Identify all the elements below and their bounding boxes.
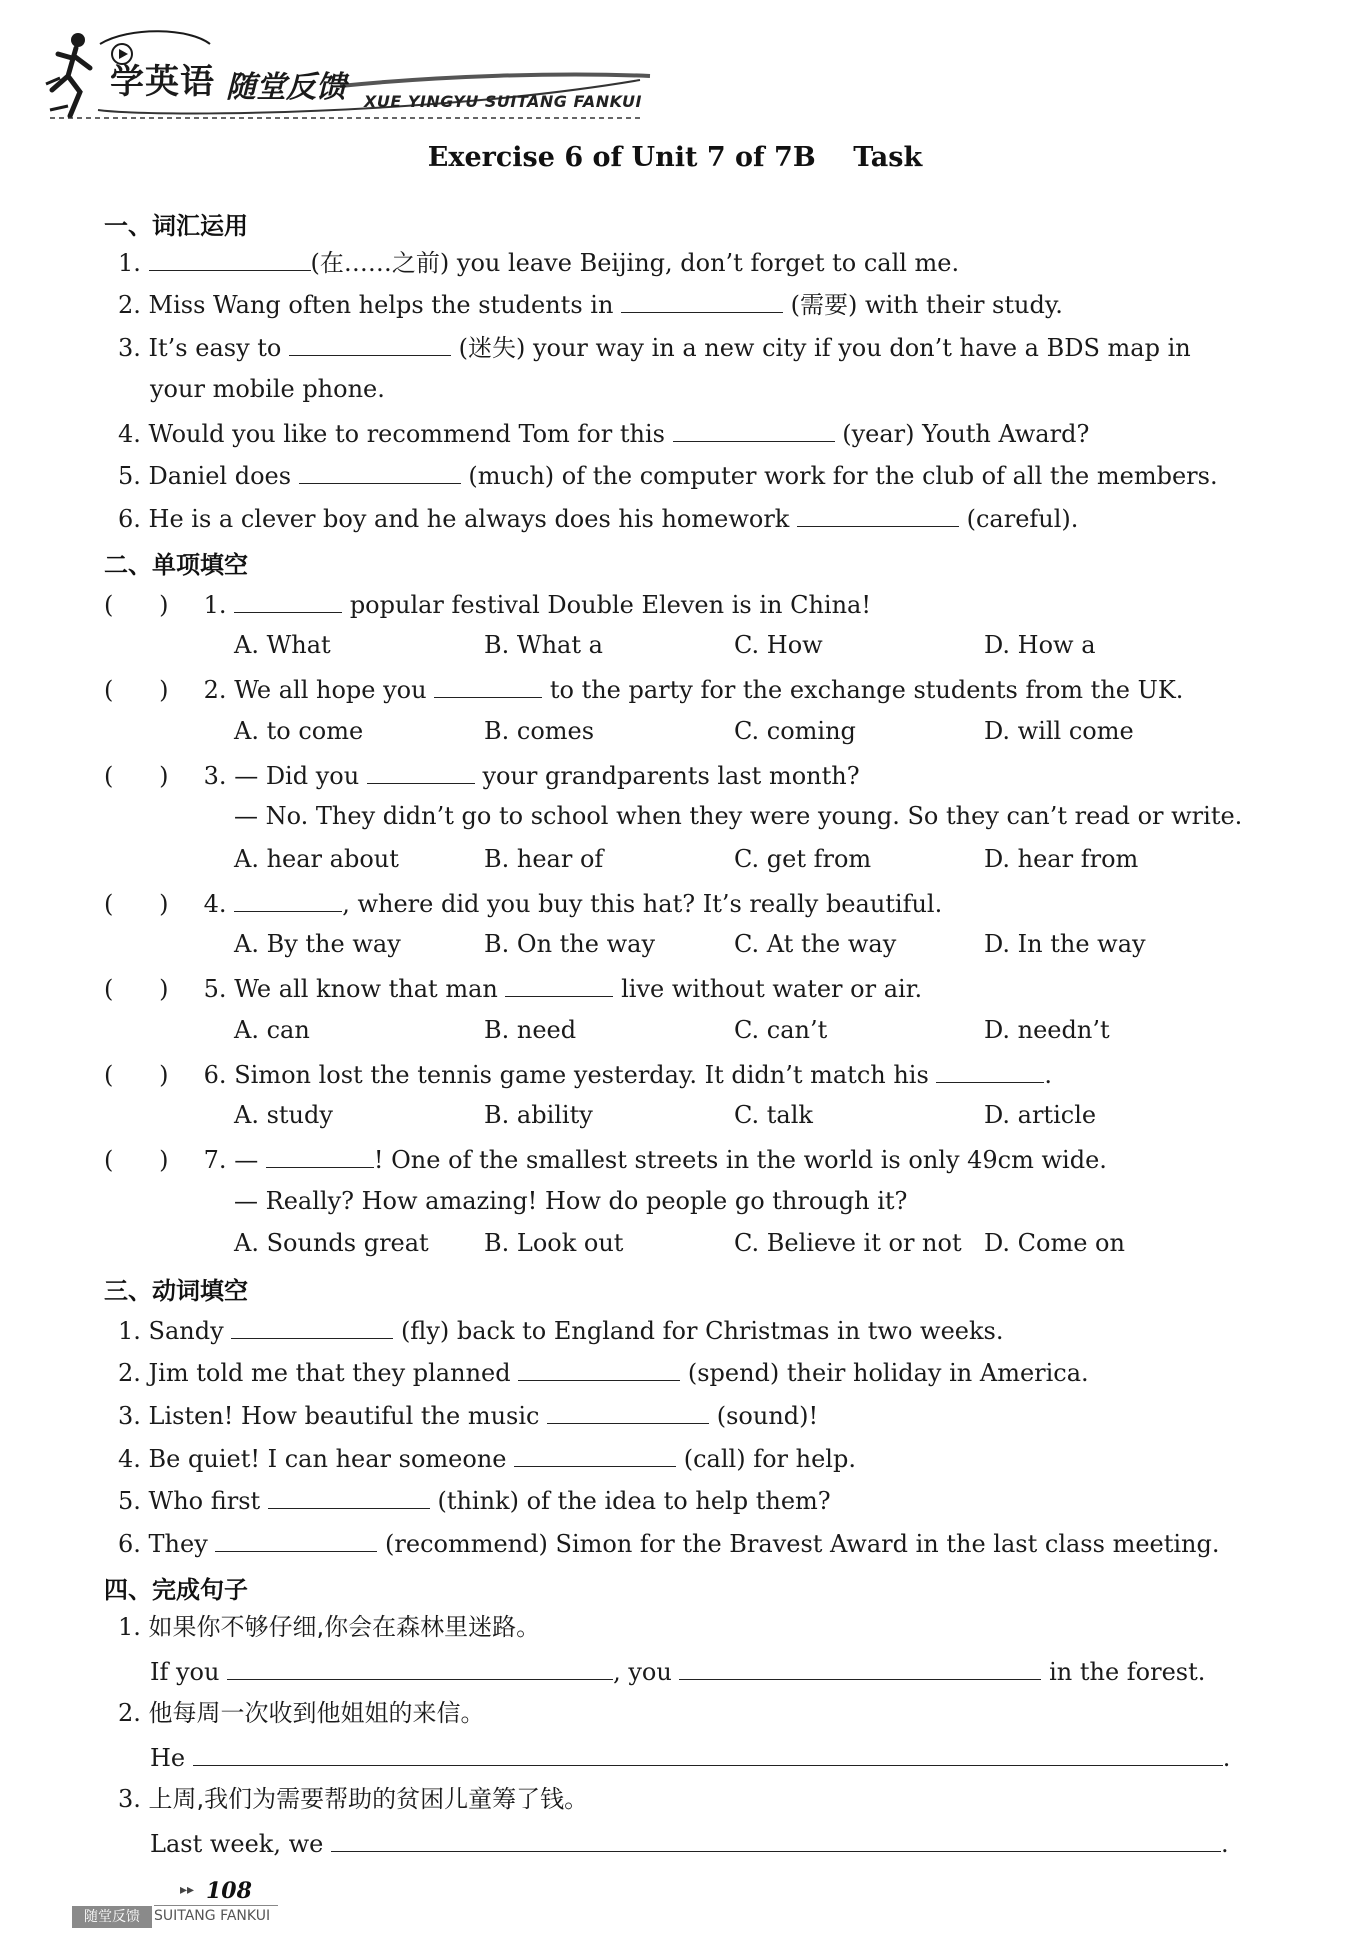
answer-blank[interactable] xyxy=(266,1143,374,1168)
brand-chinese-title: 学英语 xyxy=(110,62,215,102)
answer-blank[interactable] xyxy=(434,673,542,698)
s2-q1-option-d: D. How a xyxy=(984,631,1096,659)
s2-q3-option-b: B. hear of xyxy=(484,845,604,873)
footer-badge: 随堂反馈 xyxy=(72,1906,152,1928)
footer-english: SUITANG FANKUI xyxy=(154,1908,271,1924)
s1-q2: 2. Miss Wang often helps the students in (需要) with their study. xyxy=(118,288,1063,320)
answer-blank[interactable] xyxy=(268,1484,430,1509)
answer-blank[interactable] xyxy=(621,288,783,313)
answer-paren[interactable]: ( ) xyxy=(104,1146,169,1174)
s4-q3-english: Last week, we . xyxy=(150,1827,1229,1859)
s2-q2: ( ) 2. We all hope you to the party for the exchange students from the UK. xyxy=(104,673,1183,705)
s2-q6-option-d: D. article xyxy=(984,1101,1097,1129)
section-3-heading: 三、动词填空 xyxy=(104,1277,248,1305)
s2-q6-option-a: A. study xyxy=(234,1101,333,1129)
answer-blank[interactable] xyxy=(234,588,342,613)
answer-blank[interactable] xyxy=(936,1058,1044,1083)
page-number: 108 xyxy=(206,1878,252,1904)
s1-q1: 1. (在……之前) you leave Beijing, don’t forget to call me. xyxy=(118,246,959,278)
answer-blank[interactable] xyxy=(673,417,835,442)
s2-q2-option-a: A. to come xyxy=(234,717,364,745)
s2-q4-option-a: A. By the way xyxy=(234,930,401,958)
s2-q3-option-d: D. hear from xyxy=(984,845,1139,873)
s3-q1: 1. Sandy (fly) back to England for Christmas in two weeks. xyxy=(118,1314,1003,1346)
s3-q2: 2. Jim told me that they planned (spend) their holiday in America. xyxy=(118,1356,1089,1388)
s2-q7-option-c: C. Believe it or not xyxy=(734,1229,962,1257)
brand-chinese-subtitle: 随堂反馈 xyxy=(226,70,346,105)
answer-blank[interactable] xyxy=(514,1442,676,1467)
s2-q1-option-b: B. What a xyxy=(484,631,603,659)
answer-blank[interactable] xyxy=(518,1356,680,1381)
answer-paren[interactable]: ( ) xyxy=(104,762,169,790)
s2-q4: ( ) 4. , where did you buy this hat? It’s really beautiful. xyxy=(104,887,942,919)
answer-blank[interactable] xyxy=(215,1527,377,1552)
s2-q7-option-b: B. Look out xyxy=(484,1229,624,1257)
answer-blank[interactable] xyxy=(193,1741,1223,1766)
answer-blank[interactable] xyxy=(505,972,613,997)
s2-q7-reply: — Really? How amazing! How do people go through it? xyxy=(234,1187,908,1215)
s2-q6-option-c: C. talk xyxy=(734,1101,813,1129)
page-title: Exercise 6 of Unit 7 of 7B Task xyxy=(427,142,923,173)
s2-q3-option-a: A. hear about xyxy=(234,845,399,873)
s2-q2-option-c: C. coming xyxy=(734,717,856,745)
s2-q6: ( ) 6. Simon lost the tennis game yesterday. It didn’t match his . xyxy=(104,1058,1052,1090)
answer-blank[interactable] xyxy=(331,1827,1221,1852)
s4-q2-chinese: 2. 他每周一次收到他姐姐的来信。 xyxy=(118,1699,485,1727)
footer-arrow-icon: ▸▸ xyxy=(180,1882,195,1898)
s2-q3: ( ) 3. — Did you your grandparents last month? xyxy=(104,759,860,791)
answer-blank[interactable] xyxy=(289,331,451,356)
s2-q7-option-a: A. Sounds great xyxy=(234,1229,429,1257)
s1-q3: 3. It’s easy to (迷失) your way in a new city if you don’t have a BDS map in xyxy=(118,331,1191,363)
s3-q5: 5. Who first (think) of the idea to help them? xyxy=(118,1484,831,1516)
answer-paren[interactable]: ( ) xyxy=(104,676,169,704)
section-1-heading: 一、词汇运用 xyxy=(104,212,248,240)
s3-q4: 4. Be quiet! I can hear someone (call) for help. xyxy=(118,1442,856,1474)
s1-q3-continued: your mobile phone. xyxy=(150,375,385,403)
section-4-heading: 四、完成句子 xyxy=(104,1576,248,1604)
s2-q4-option-c: C. At the way xyxy=(734,930,897,958)
s2-q2-option-b: B. comes xyxy=(484,717,595,745)
section-2-heading: 二、单项填空 xyxy=(104,551,248,579)
s4-q1-chinese: 1. 如果你不够仔细,你会在森林里迷路。 xyxy=(118,1613,541,1641)
s2-q1-option-c: C. How xyxy=(734,631,823,659)
s2-q4-option-d: D. In the way xyxy=(984,930,1146,958)
s2-q5-option-b: B. need xyxy=(484,1016,577,1044)
s2-q5: ( ) 5. We all know that man live without water or air. xyxy=(104,972,922,1004)
answer-blank[interactable] xyxy=(149,246,311,271)
s2-q7: ( ) 7. — ! One of the smallest streets in the world is only 49cm wide. xyxy=(104,1143,1107,1175)
s2-q1: ( ) 1. popular festival Double Eleven is in China! xyxy=(104,588,871,620)
s4-q3-chinese: 3. 上周,我们为需要帮助的贫困儿童筹了钱。 xyxy=(118,1785,589,1813)
answer-blank[interactable] xyxy=(797,502,959,527)
answer-paren[interactable]: ( ) xyxy=(104,975,169,1003)
s4-q1-english: If you , you in the forest. xyxy=(150,1655,1205,1687)
s3-q3: 3. Listen! How beautiful the music (sound)! xyxy=(118,1399,818,1431)
answer-paren[interactable]: ( ) xyxy=(104,591,169,619)
answer-blank[interactable] xyxy=(367,759,475,784)
s2-q5-option-c: C. can’t xyxy=(734,1016,828,1044)
brand-english-title: XUE YINGYU SUITANG FANKUI xyxy=(364,92,642,111)
s2-q7-option-d: D. Come on xyxy=(984,1229,1125,1257)
header-logo xyxy=(40,14,680,124)
s1-q5: 5. Daniel does (much) of the computer work for the club of all the members. xyxy=(118,459,1218,491)
footer-divider xyxy=(154,1905,278,1906)
answer-paren[interactable]: ( ) xyxy=(104,890,169,918)
answer-blank[interactable] xyxy=(231,1314,393,1339)
s1-q4: 4. Would you like to recommend Tom for this (year) Youth Award? xyxy=(118,417,1089,449)
s2-q6-option-b: B. ability xyxy=(484,1101,593,1129)
s2-q5-option-a: A. can xyxy=(234,1016,310,1044)
s2-q2-option-d: D. will come xyxy=(984,717,1134,745)
s2-q3-option-c: C. get from xyxy=(734,845,872,873)
answer-blank[interactable] xyxy=(547,1399,709,1424)
s2-q4-option-b: B. On the way xyxy=(484,930,655,958)
s2-q5-option-d: D. needn’t xyxy=(984,1016,1110,1044)
s2-q1-option-a: A. What xyxy=(234,631,331,659)
answer-paren[interactable]: ( ) xyxy=(104,1061,169,1089)
answer-blank[interactable] xyxy=(234,887,342,912)
s1-q6: 6. He is a clever boy and he always does his homework (careful). xyxy=(118,502,1078,534)
answer-blank[interactable] xyxy=(227,1655,613,1680)
s4-q2-english: He . xyxy=(150,1741,1230,1773)
answer-blank[interactable] xyxy=(299,459,461,484)
s3-q6: 6. They (recommend) Simon for the Bravest Award in the last class meeting. xyxy=(118,1527,1220,1559)
answer-blank[interactable] xyxy=(679,1655,1041,1680)
s2-q3-reply: — No. They didn’t go to school when they were young. So they can’t read or write. xyxy=(234,802,1243,830)
